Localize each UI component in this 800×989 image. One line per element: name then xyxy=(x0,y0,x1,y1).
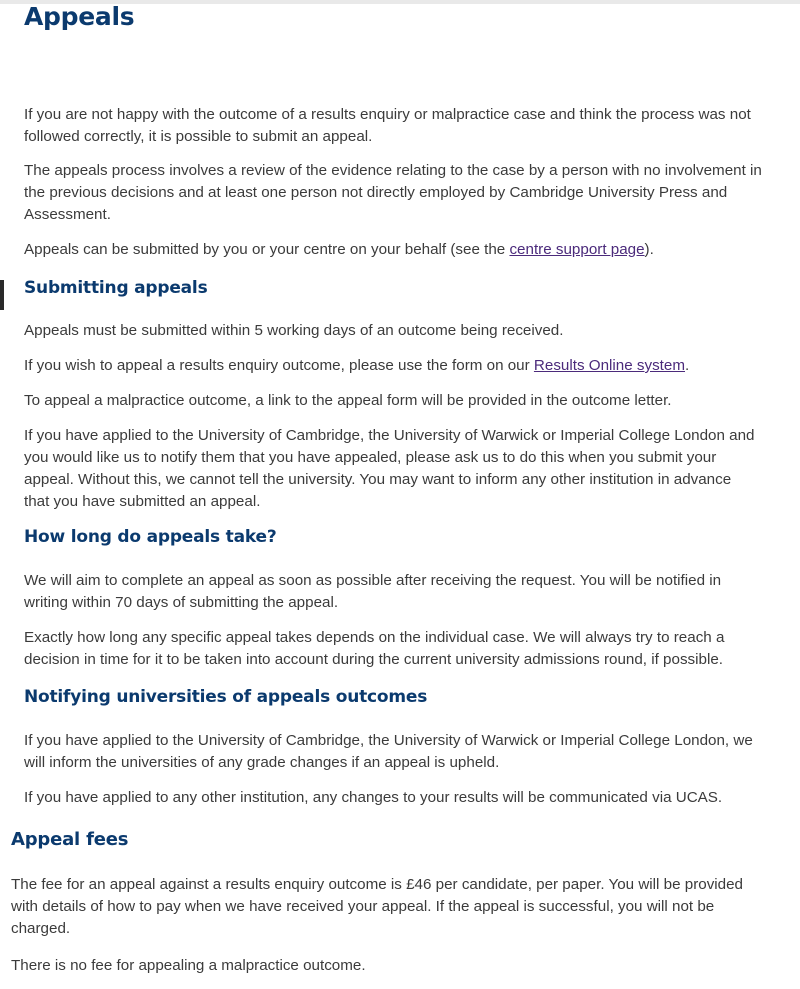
how-long-paragraph-1: We will aim to complete an appeal as soon as possible after receiving the request. You will be notified in writing within 70 days of submitting the appeal. xyxy=(24,572,722,611)
section-marker xyxy=(0,280,4,310)
how-long-heading: How long do appeals take? xyxy=(24,527,277,547)
page-title: Appeals xyxy=(24,2,135,31)
intro-paragraph-3-text: Appeals can be submitted by you or your centre on your behalf (see the xyxy=(24,241,510,258)
fees-paragraph-2: There is no fee for appealing a malpractice outcome. xyxy=(11,957,366,974)
centre-support-page-link[interactable]: centre support page xyxy=(509,241,645,258)
notifying-heading: Notifying universities of appeals outcomes xyxy=(24,687,428,707)
intro-paragraph-1: If you are not happy with the outcome of a results enquiry or malpractice case and think the process was not followed correctly, it is possible to submit an appeal. xyxy=(24,106,751,145)
submitting-paragraph-2-text: If you wish to appeal a results enquiry outcome, please use the form on our xyxy=(24,357,534,374)
results-online-system-link[interactable]: Results Online system xyxy=(533,357,686,374)
fees-paragraph-1: The fee for an appeal against a results enquiry outcome is £46 per candidate, per paper. You will be provided with details of how to pay when we have received your appeal. If the appeal is successful, you will not be charged. xyxy=(11,876,744,937)
how-long-paragraph-2: Exactly how long any specific appeal takes depends on the individual case. We will always try to reach a decision in time for it to be taken into account during the current university admissions round, if possible. xyxy=(24,629,725,668)
intro-paragraph-2: The appeals process involves a review of the evidence relating to the case by a person with no involvement in the previous decisions and at least one person not directly employed by Cambridge University Press and Assessment. xyxy=(24,162,762,223)
submitting-paragraph-2-end: . xyxy=(685,357,690,374)
submitting-paragraph-1: Appeals must be submitted within 5 working days of an outcome being received. xyxy=(24,322,564,339)
intro-paragraph-3-end: ). xyxy=(644,241,654,258)
submitting-appeals-heading: Submitting appeals xyxy=(24,278,208,298)
submitting-paragraph-3: To appeal a malpractice outcome, a link to the appeal form will be provided in the outcome letter. xyxy=(24,392,672,409)
submitting-paragraph-2 xyxy=(24,355,784,377)
notifying-paragraph-2: If you have applied to any other institution, any changes to your results will be communicated via UCAS. xyxy=(24,789,723,806)
submitting-paragraph-4: If you have applied to the University of Cambridge, the University of Warwick or Imperial College London and you would like us to notify them that you have appealed, please ask us to do this when you submit your appeal. Without this, we cannot tell the university. You may want to inform any other institution in advance that you have submitted an appeal. xyxy=(24,427,755,510)
appeal-fees-heading: Appeal fees xyxy=(11,829,129,850)
notifying-paragraph-1: If you have applied to the University of Cambridge, the University of Warwick or Imperial College London, we will inform the universities of any grade changes if an appeal is upheld. xyxy=(24,732,753,771)
intro-paragraph-3 xyxy=(24,239,784,261)
